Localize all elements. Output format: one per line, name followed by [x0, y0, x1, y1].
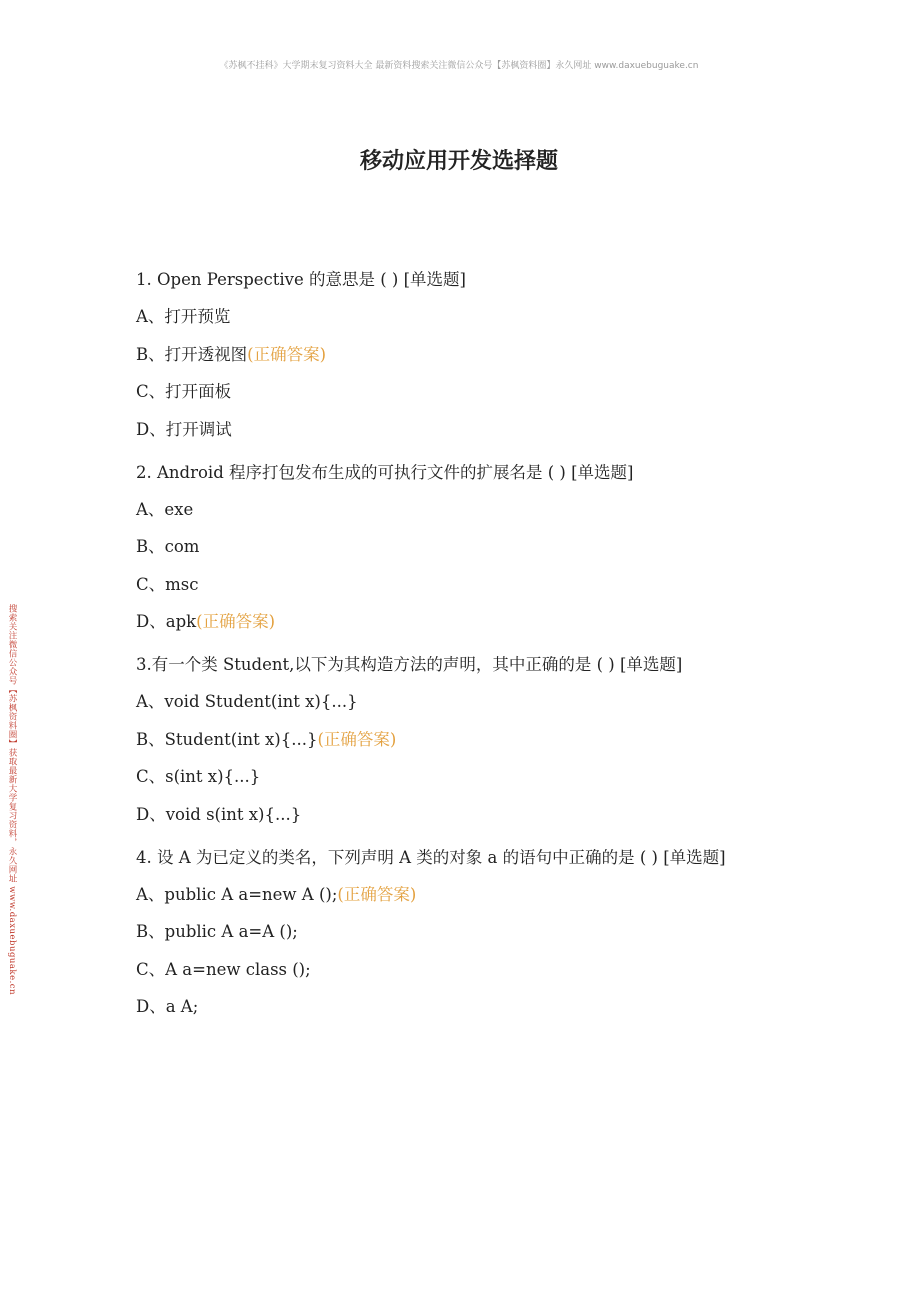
question-stem: 1. Open Perspective 的意思是 ( ) [单选题]: [136, 270, 466, 289]
correct-answer-tag: (正确答案): [247, 344, 327, 364]
question-2: [136, 459, 836, 637]
question-1: [136, 266, 836, 444]
question-stem: 2. Android 程序打包发布生成的可执行文件的扩展名是 ( ) [单选题]: [136, 462, 634, 482]
option-4-c: [136, 956, 836, 984]
option-4-a: [136, 881, 836, 909]
option-list: [136, 688, 836, 829]
option-2-a: [136, 496, 836, 524]
option-text: B、打开透视图: [136, 344, 248, 364]
option-text: B、public A a=A ();: [136, 922, 298, 941]
option-3-b: [136, 726, 836, 754]
question-3: [136, 651, 836, 829]
option-1-d: [136, 416, 836, 444]
option-text: D、apk: [136, 612, 197, 631]
option-text: D、void s(int x){...}: [136, 804, 302, 824]
option-text: C、msc: [136, 574, 199, 594]
option-1-c: [136, 378, 836, 406]
option-text: B、com: [136, 537, 200, 556]
header-note: 《苏枫不挂科》大学期末复习资料大全 最新资料搜索关注微信公众号【苏枫资料圈】永久网址 www.daxuebuguake.cn: [219, 61, 699, 71]
option-1-b: [136, 341, 836, 369]
quiz-list: [136, 266, 836, 1036]
question-4: [136, 844, 836, 1022]
option-list: [136, 303, 836, 444]
option-text: B、Student(int x){...}: [136, 729, 318, 749]
option-3-d: [136, 801, 836, 829]
option-text: C、s(int x){...}: [136, 767, 261, 786]
correct-answer-tag: (正确答案): [317, 729, 397, 749]
option-text: A、void Student(int x){...}: [136, 692, 358, 711]
option-list: [136, 496, 836, 637]
correct-answer-tag: (正确答案): [196, 612, 276, 631]
option-text: A、打开预览: [136, 307, 231, 326]
option-text: A、public A a=new A ();: [136, 884, 338, 904]
correct-answer-tag: (正确答案): [337, 884, 417, 904]
option-2-c: [136, 571, 836, 599]
option-3-a: [136, 688, 836, 716]
option-2-d: [136, 608, 836, 636]
question-stem: 3.有一个类 Student,以下为其构造方法的声明，其中正确的是 ( ) [单选题]: [136, 655, 683, 674]
option-text: C、打开面板: [136, 382, 232, 401]
option-text: D、a A;: [136, 997, 199, 1016]
option-2-b: [136, 533, 836, 561]
option-list: [136, 881, 836, 1022]
question-stem: 4. 设 A 为已定义的类名，下列声明 A 类的对象 a 的语句中正确的是 ( ) [单选题]: [136, 847, 726, 867]
option-text: D、打开调试: [136, 419, 232, 439]
option-4-d: [136, 993, 836, 1021]
option-1-a: [136, 303, 836, 331]
option-text: A、exe: [136, 499, 194, 519]
page-title: 移动应用开发选择题: [359, 149, 558, 174]
side-watermark-note: 搜索关注微信公众号【苏枫资料圈】获取最新大学复习资料，永久网址 www.daxuebuguake.cn: [7, 604, 17, 996]
option-3-c: [136, 763, 836, 791]
option-4-b: [136, 918, 836, 946]
option-text: C、A a=new class ();: [136, 959, 311, 979]
